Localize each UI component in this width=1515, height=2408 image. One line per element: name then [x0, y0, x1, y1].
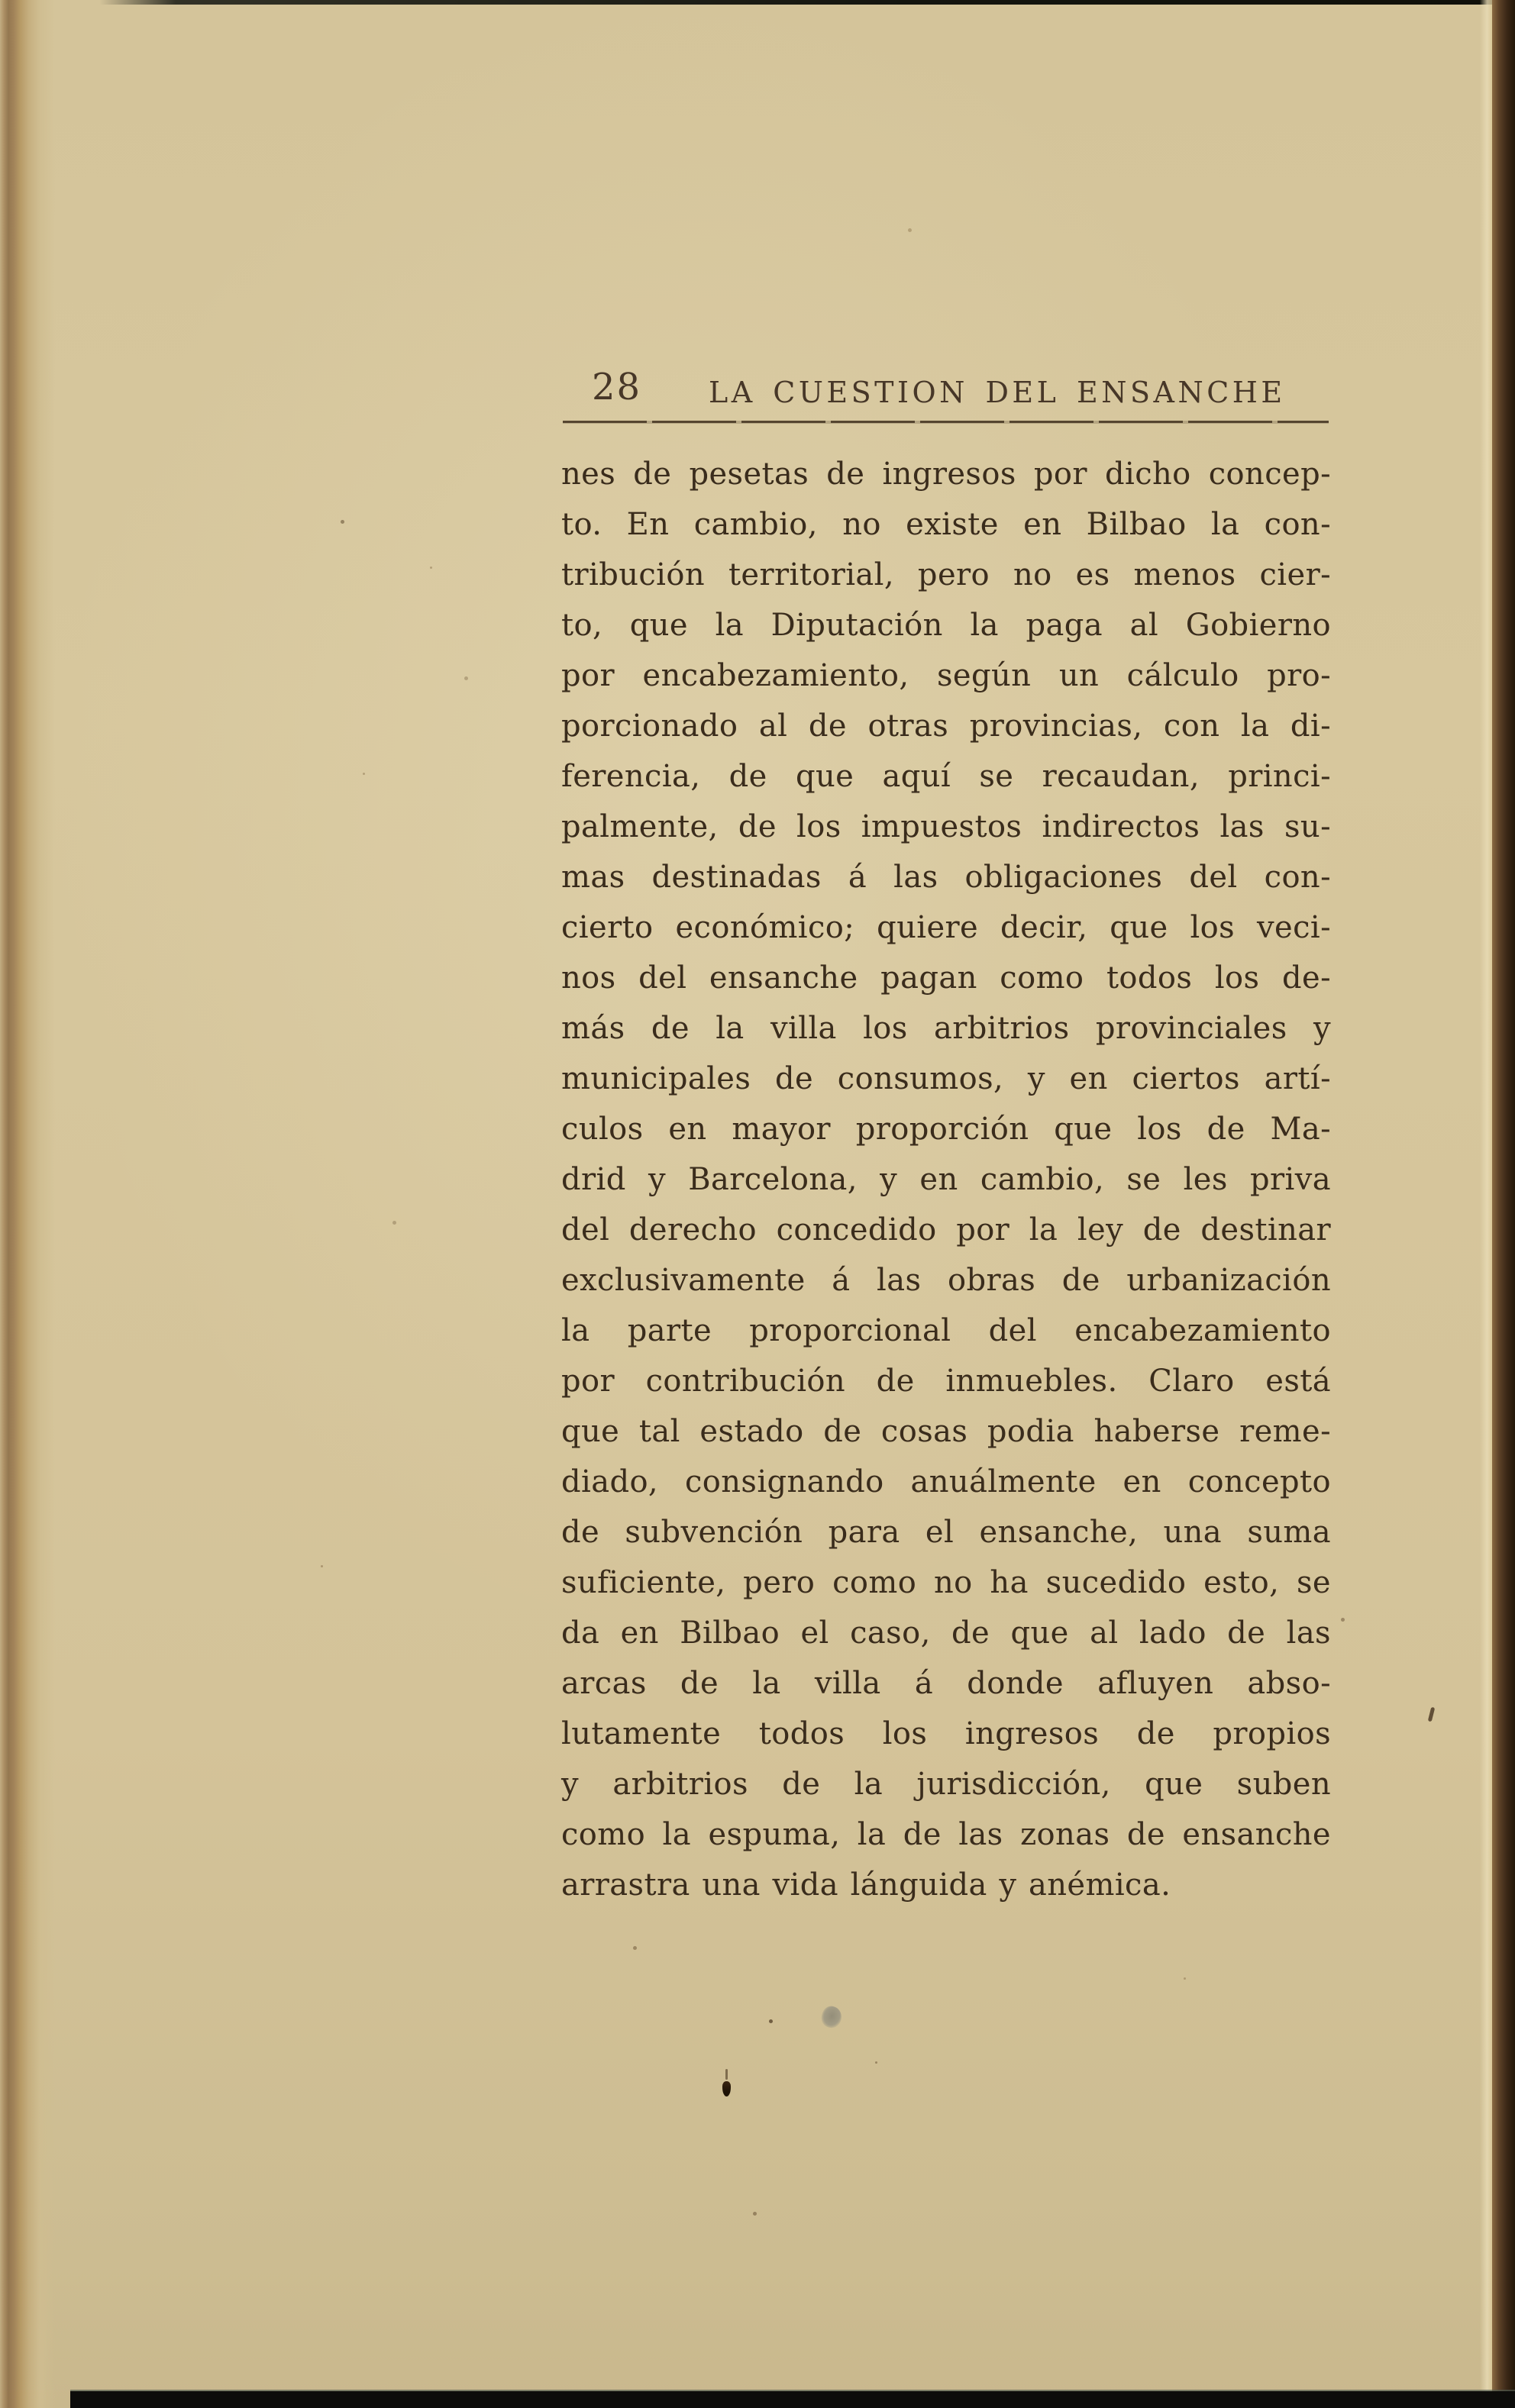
text-line: to. En cambio, no existe en Bilbao la con-	[561, 507, 1331, 542]
text-line: drid y Barcelona, y en cambio, se les priva	[561, 1162, 1331, 1197]
scan-edge-bottom	[70, 2391, 1515, 2408]
scan-edge-right	[1492, 0, 1515, 2408]
ink-speck	[722, 2081, 731, 2097]
text-line: por encabezamiento, según un cálculo pro-	[561, 658, 1331, 693]
text-line: arrastra una vida lánguida y anémica.	[561, 1867, 1171, 1903]
text-line: arcas de la villa á donde afluyen abso-	[561, 1666, 1331, 1701]
binding-gutter-shadow	[0, 0, 55, 2408]
text-line: lutamente todos los ingresos de propios	[561, 1716, 1331, 1751]
text-line: suficiente, pero como no ha sucedido esto, se	[561, 1565, 1331, 1600]
text-line: municipales de consumos, y en ciertos artí-	[561, 1061, 1331, 1096]
text-line: to, que la Diputación la paga al Gobierno	[561, 608, 1331, 643]
text-line: tribución territorial, pero no es menos cier-	[561, 557, 1331, 592]
gray-blot	[819, 2003, 845, 2030]
text-line: da en Bilbao el caso, de que al lado de las	[561, 1616, 1331, 1651]
text-line: porcionado al de otras provincias, con la di-	[561, 709, 1331, 744]
margin-tick	[1428, 1707, 1435, 1722]
page-number: 28	[592, 366, 642, 408]
text-line: cierto económico; quiere decir, que los veci-	[561, 910, 1331, 945]
text-line: nes de pesetas de ingresos por dicho concep-	[561, 457, 1331, 492]
page-edge-highlight	[1480, 0, 1492, 2408]
text-line: mas destinadas á las obligaciones del con-	[561, 860, 1331, 895]
text-line: diado, consignando anuálmente en concepto	[561, 1464, 1331, 1499]
text-line: nos del ensanche pagan como todos los de-	[561, 960, 1331, 996]
text-line: ferencia, de que aquí se recaudan, princi-	[561, 759, 1331, 794]
text-line: como la espuma, la de las zonas de ensanche	[561, 1817, 1331, 1852]
text-line: y arbitrios de la jurisdicción, que suben	[561, 1767, 1331, 1802]
text-line: culos en mayor proporción que los de Ma-	[561, 1112, 1331, 1147]
header-rule	[563, 421, 1329, 423]
running-title: LA CUESTION DEL ENSANCHE	[709, 376, 1286, 409]
text-line: exclusivamente á las obras de urbanización	[561, 1263, 1331, 1298]
text-line: por contribución de inmuebles. Claro está	[561, 1364, 1331, 1399]
text-line: del derecho concedido por la ley de destinar	[561, 1212, 1331, 1248]
text-line: palmente, de los impuestos indirectos las su-	[561, 809, 1331, 844]
body-text	[561, 449, 1331, 1910]
text-line: de subvención para el ensanche, una suma	[561, 1515, 1331, 1550]
scan-edge-top	[0, 0, 1515, 5]
text-line: la parte proporcional del encabezamiento	[561, 1313, 1331, 1348]
paper-specks	[0, 0, 2, 2]
text-line: más de la villa los arbitrios provinciales y	[561, 1011, 1331, 1046]
text-line: que tal estado de cosas podia haberse reme-	[561, 1414, 1331, 1449]
